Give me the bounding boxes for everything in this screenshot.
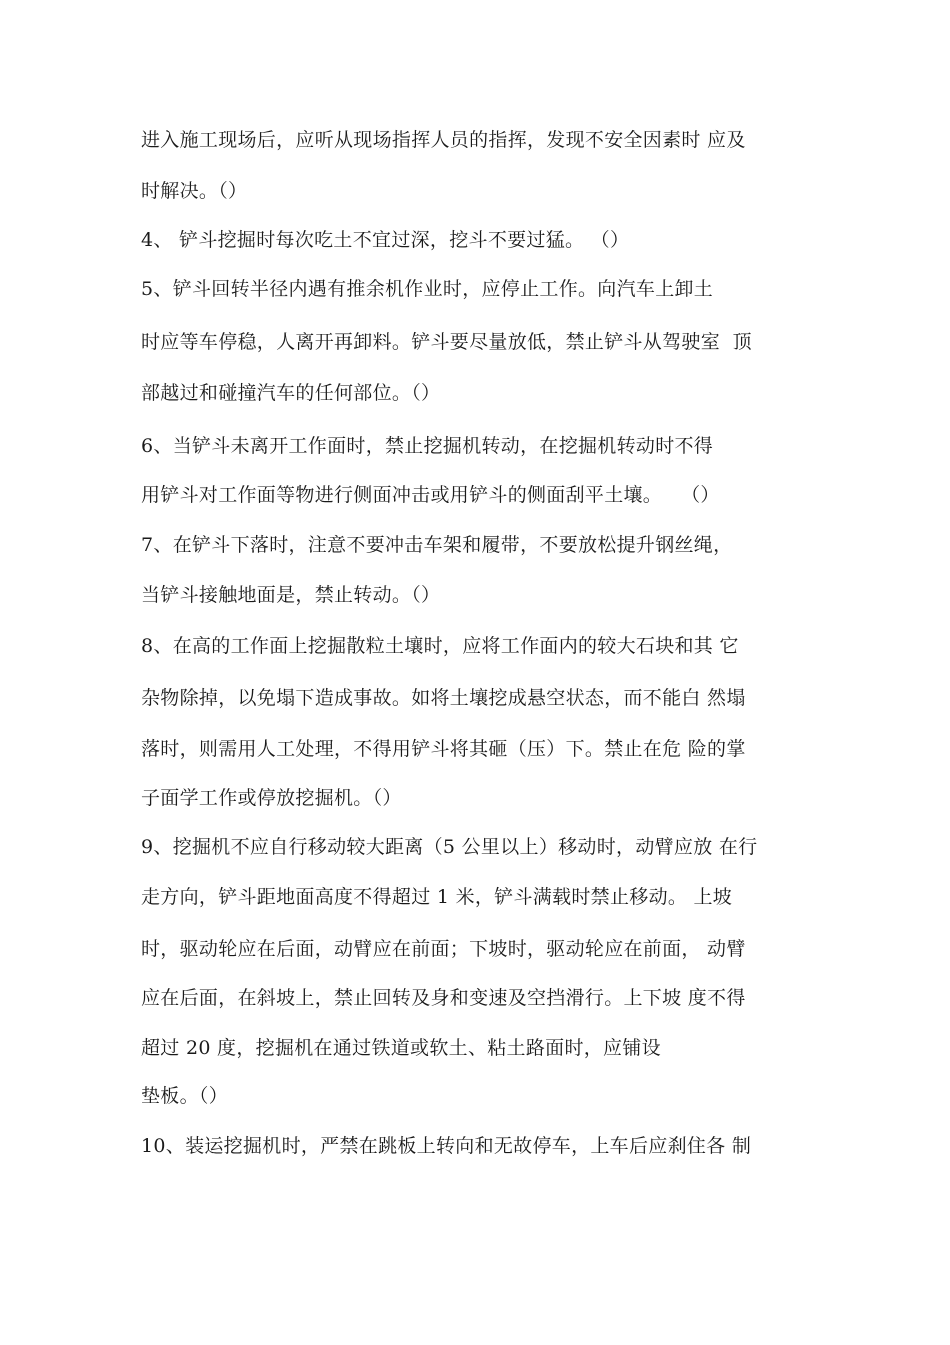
text-line: 当铲斗接触地面是，禁止转动。（） — [141, 584, 441, 606]
text-line: 时应等车停稳，人离开再卸料。铲斗要尽量放低，禁止铲斗从驾驶室 顶 — [141, 331, 752, 353]
text-line: 时解决。（） — [141, 180, 248, 202]
text-line: 走方向，铲斗距地面高度不得超过 1 米，铲斗满载时禁止移动。 上坡 — [141, 886, 733, 908]
text-line: 落时，则需用人工处理，不得用铲斗将其砸（压）下。禁止在危 险的掌 — [141, 738, 746, 760]
text-line: 9、挖掘机不应自行移动较大距离（5 公里以上）移动时，动臂应放 在行 — [141, 836, 758, 858]
text-line: 4、 铲斗挖掘时每次吃土不宜过深，挖斗不要过猛。 （） — [141, 229, 630, 251]
text-line: 进入施工现场后，应听从现场指挥人员的指挥，发现不安全因素时 应及 — [141, 129, 746, 151]
text-line: 8、在高的工作面上挖掘散粒土壤时，应将工作面内的较大石块和其 它 — [141, 635, 739, 657]
text-line: 应在后面，在斜坡上，禁止回转及身和变速及空挡滑行。上下坡 度不得 — [141, 987, 746, 1009]
text-line: 超过 20 度，挖掘机在通过铁道或软土、粘土路面时，应铺设 — [141, 1037, 661, 1059]
text-line: 子面学工作或停放挖掘机。（） — [141, 787, 402, 809]
text-line: 垫板。（） — [141, 1085, 229, 1107]
text-line: 杂物除掉，以免塌下造成事故。如将土壤挖成悬空状态，而不能白 然塌 — [141, 687, 746, 709]
text-line: 用铲斗对工作面等物进行侧面冲击或用铲斗的侧面刮平土壤。 （） — [141, 484, 720, 506]
text-line: 10、装运挖掘机时，严禁在跳板上转向和无故停车，上车后应刹住各 制 — [141, 1135, 752, 1157]
text-line: 6、当铲斗未离开工作面时，禁止挖掘机转动，在挖掘机转动时不得 — [141, 435, 714, 457]
text-line: 7、在铲斗下落时，注意不要冲击车架和履带，不要放松提升钢丝绳， — [141, 534, 733, 556]
text-line: 时，驱动轮应在后面，动臂应在前面；下坡时，驱动轮应在前面， 动臂 — [141, 938, 746, 960]
text-line: 部越过和碰撞汽车的任何部位。（） — [141, 382, 441, 404]
text-line: 5、铲斗回转半径内遇有推余机作业时，应停止工作。向汽车上卸土 — [141, 278, 714, 300]
